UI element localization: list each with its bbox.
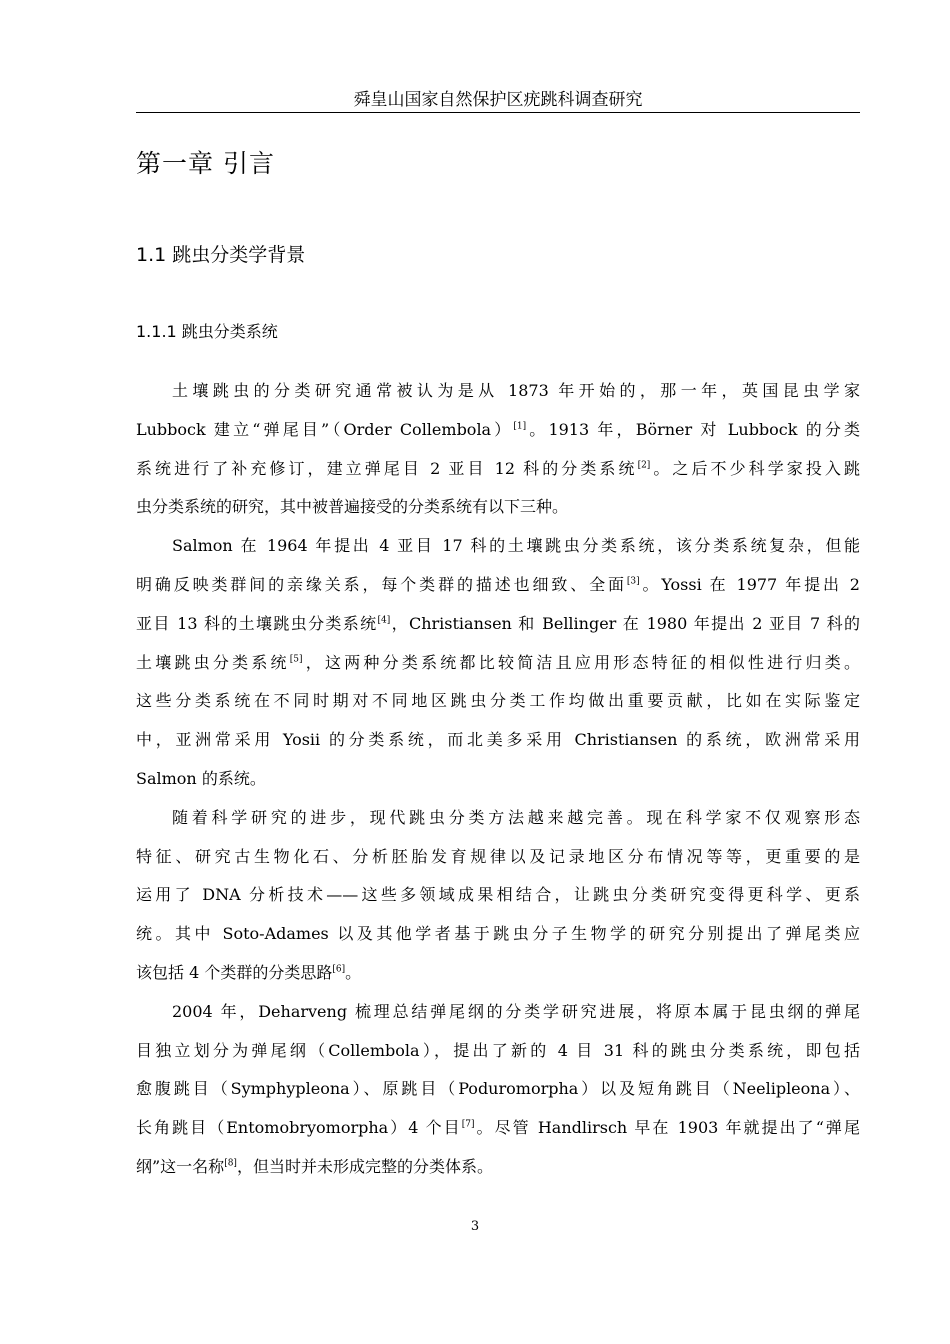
text-span: 。Yossi 在 1977 年提出 2: [639, 574, 860, 594]
text-span: 系统进行了补充修订，建立弹尾目 2 亚目 12 科的分类系统: [136, 458, 638, 478]
citation-ref[interactable]: [8]: [224, 1158, 237, 1169]
paragraph-2: [136, 527, 860, 799]
text-span: Lubbock 建立“弹尾目”（Order Collembola）: [136, 419, 514, 439]
text-line: 虫分类系统的研究，其中被普遍接受的分类系统有以下三种。: [136, 497, 569, 517]
text-line: 运用了 DNA 分析技术——这些多领域成果相结合，让跳虫分类研究变得更科学、更系: [136, 885, 860, 905]
text-line: Salmon 在 1964 年提出 4 亚目 17 科的土壤跳虫分类系统，该分类系统复杂，但能: [172, 536, 860, 556]
text-line: 愈腹跳目（Symphypleona）、原跳目（Poduromorpha）以及短角跳目（Neelipleona）、: [136, 1079, 860, 1099]
text-line: 2004 年，Deharveng 梳理总结弹尾纲的分类学研究进展，将原本属于昆虫纲的弹尾: [172, 1001, 860, 1021]
running-header: 舜皇山国家自然保护区疣跳科调查研究: [136, 89, 860, 113]
citation-ref[interactable]: [2]: [637, 460, 651, 471]
citation-ref[interactable]: [6]: [332, 964, 346, 975]
text-line: [136, 566, 860, 605]
citation-ref[interactable]: [3]: [626, 576, 640, 587]
citation-ref[interactable]: [4]: [377, 615, 391, 626]
citation-ref[interactable]: [1]: [513, 421, 527, 432]
text-line: [136, 605, 860, 644]
text-line: 特征、研究古生物化石、分析胚胎发育规律以及记录地区分布情况等等，更重要的是: [136, 846, 860, 866]
text-span: 。尽管 Handlirsch 早在 1903 年就提出了“弹尾: [474, 1118, 860, 1138]
text-line: [136, 450, 860, 489]
page-number: 3: [470, 1219, 480, 1234]
text-line: 中，亚洲常采用 Yosii 的分类系统，而北美多采用 Christiansen 的系统，欧洲常采用: [136, 730, 860, 750]
text-span: 。之后不少科学家投入跳: [650, 458, 860, 478]
text-span: 该包括 4 个类群的分类思路: [136, 962, 333, 982]
citation-ref[interactable]: [5]: [289, 654, 303, 665]
text-line: 统。其中 Soto-Adames 以及其他学者基于跳虫分子生物学的研究分别提出了弹尾类应: [136, 924, 860, 944]
text-line: Salmon 的系统。: [136, 768, 266, 788]
text-line: 土壤跳虫的分类研究通常被认为是从 1873 年开始的，那一年，英国昆虫学家: [172, 381, 860, 400]
text-span: 纲”这一名称: [136, 1156, 225, 1176]
text-line: [136, 411, 860, 450]
text-span: ，但当时并未形成完整的分类体系。: [236, 1156, 493, 1176]
text-line: 随着科学研究的进步，现代跳虫分类方法越来越完善。现在科学家不仅观察形态: [172, 807, 860, 827]
text-line: [136, 1109, 860, 1148]
subsection-title: 1.1.1 跳虫分类系统: [136, 322, 278, 341]
chapter-title: 第一章 引言: [136, 149, 275, 178]
text-line: [136, 954, 860, 993]
paragraph-1: [136, 372, 860, 527]
text-span: ，这两种分类系统都比较简洁且应用形态特征的相似性进行归类。: [302, 652, 860, 672]
section-title: 1.1 跳虫分类学背景: [136, 244, 306, 266]
paragraph-3: [136, 799, 860, 993]
body-text: [136, 372, 860, 1187]
text-span: 。1913 年，Börner 对 Lubbock 的分类: [526, 419, 860, 439]
text-line: [136, 644, 860, 683]
paragraph-4: [136, 993, 860, 1187]
text-span: 亚目 13 科的土壤跳虫分类系统: [136, 613, 378, 633]
text-span: 。: [345, 962, 362, 982]
text-span: 长角跳目（Entomobryomorpha）4 个目: [136, 1118, 462, 1138]
text-line: 目独立划分为弹尾纲（Collembola），提出了新的 4 目 31 科的跳虫分类系统，即包括: [136, 1040, 860, 1060]
text-span: ，Christiansen 和 Bellinger 在 1980 年提出 2 亚目 7 科的: [390, 613, 860, 633]
text-span: 土壤跳虫分类系统: [136, 652, 290, 672]
citation-ref[interactable]: [7]: [461, 1119, 475, 1130]
text-span: 明确反映类群间的亲缘关系，每个类群的描述也细致、全面: [136, 574, 627, 594]
text-line: [136, 1148, 860, 1187]
text-line: 这些分类系统在不同时期对不同地区跳虫分类工作均做出重要贡献，比如在实际鉴定: [136, 691, 860, 711]
